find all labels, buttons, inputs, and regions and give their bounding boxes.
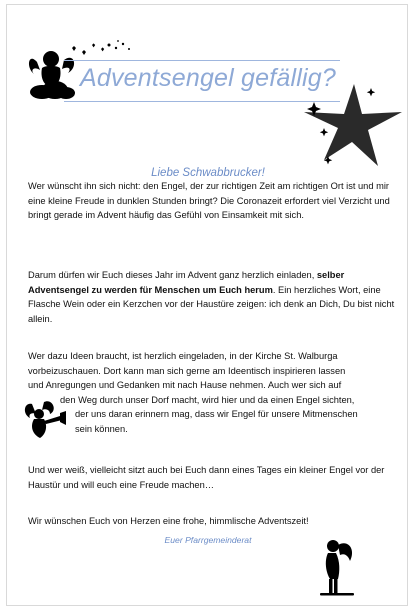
standing-angel-icon <box>318 537 358 597</box>
paragraph-2 <box>28 268 400 326</box>
paragraph-3-line: Wer dazu Ideen braucht, ist herzlich eingeladen, in der Kirche St. Walburga <box>28 351 338 361</box>
paragraph-3 <box>28 349 400 437</box>
greeting: Liebe Schwabbrucker! <box>151 167 265 179</box>
paragraph-3-line: den Weg durch unser Dorf macht, wird hier und da einen Engel sichten, <box>60 394 355 405</box>
paragraph-4: Und wer weiß, vielleicht sitzt auch bei Euch dann eines Tages ein kleiner Engel vor der Haustür und will euch eine Freude machen… <box>28 465 385 490</box>
paragraph-2-text-b: . Ein herzliches Wort, eine Flasche Wein oder ein Kerzchen vor der Haustüre zeigen: ich denk an Dich, Du bist nicht allein. <box>28 284 395 324</box>
paragraph-3-line: und Anregungen und Gedanken mit nach Hause nehmen. Auch wer sich auf <box>28 380 342 391</box>
page-title: Adventsengel gefällig? <box>80 64 336 92</box>
paragraph-2-text-a: Darum dürfen wir Euch dieses Jahr im Advent ganz herzlich einladen, <box>28 270 317 280</box>
signature: Euer Pfarrgemeinderat <box>164 535 252 545</box>
paragraph-3-line: der uns daran erinnern mag, dass wir Engel für unsere Mitmenschen <box>75 409 358 420</box>
paragraph-3-line: sein können. <box>75 423 128 434</box>
large-star-icon <box>296 78 412 174</box>
paragraph-1: Wer wünscht ihn sich nicht: den Engel, der zur richtigen Zeit am richtigen Ort ist und mir eine kleine Freude in dunklen Stunden bringt? Die Coronazeit erfordert viel Verzicht und bringt gerade im Advent häufig das Gefühl von Einsamkeit mit sich. <box>28 181 390 221</box>
paragraph-5: Wir wünschen Euch von Herzen eine frohe, himmlische Adventszeit! <box>28 516 309 526</box>
flying-angel-icon <box>22 400 66 442</box>
title-rule-top <box>64 60 340 61</box>
paragraph-2-bold: selber Adventsengel zu werden für Menschen um Euch herum <box>28 270 345 295</box>
paragraph-3-line: vorbeizuschauen. Dort kann man sich gerne am Ideentisch inspirieren lassen <box>28 365 346 376</box>
